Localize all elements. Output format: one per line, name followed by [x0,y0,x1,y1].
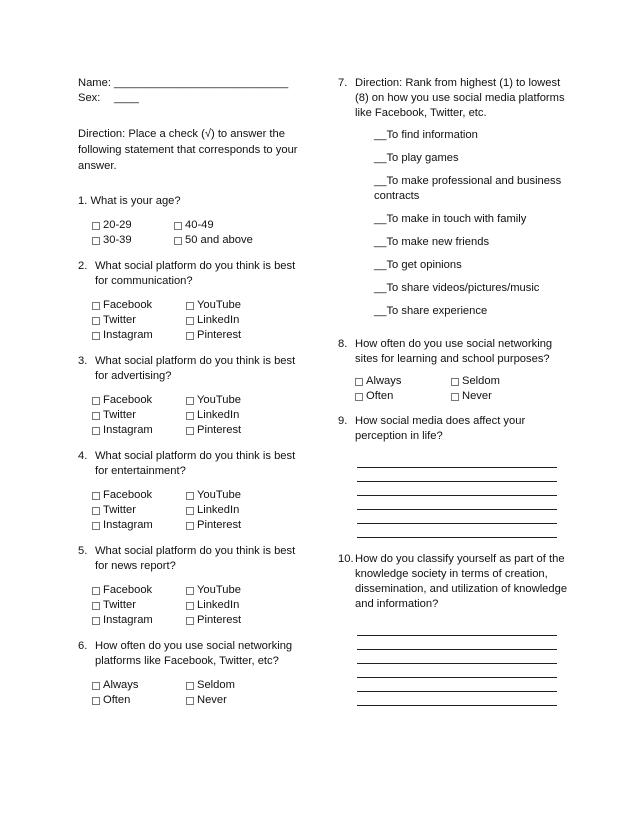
checkbox-icon[interactable] [92,602,100,610]
name-label: Name: [78,77,111,89]
sex-row [78,91,310,106]
question-3-options [92,393,310,438]
answer-lines-10[interactable] [357,622,570,706]
option-seldom[interactable] [186,678,310,693]
question-10-number: 10. [338,553,354,565]
rank-item[interactable]: __To make professional and business contracts [374,175,562,202]
option-facebook[interactable] [92,583,186,598]
option-label: LinkedIn [197,314,240,326]
checkbox-icon[interactable] [186,617,194,625]
question-6-options [92,678,310,708]
checkbox-icon[interactable] [92,587,100,595]
option-always[interactable] [355,374,451,389]
option-label: Facebook [103,489,153,501]
option-label: Instagram [103,614,153,626]
option-30-39[interactable] [92,233,174,248]
question-8-number: 8. [338,338,348,350]
option-pinterest[interactable] [186,518,310,533]
checkbox-icon[interactable] [92,317,100,325]
checkbox-icon[interactable] [186,697,194,705]
option-linkedin[interactable] [186,503,310,518]
answer-line[interactable] [357,468,557,482]
option-twitter[interactable] [92,503,186,518]
checkbox-icon[interactable] [92,522,100,530]
checkbox-icon[interactable] [174,237,182,245]
option-label: Seldom [197,679,235,691]
option-youtube[interactable] [186,583,310,598]
direction-text: Direction: Place a check (√) to answer the following statement that corresponds to your answer. [78,128,298,172]
question-4-options [92,488,310,533]
option-label: Pinterest [197,614,242,626]
checkbox-icon[interactable] [92,302,100,310]
option-youtube[interactable] [186,393,310,408]
option-facebook[interactable] [92,298,186,313]
option-50-above[interactable] [174,233,310,248]
answer-line[interactable] [357,664,557,678]
option-label: Twitter [103,409,136,421]
option-label: YouTube [197,394,241,406]
question-1-options [92,218,310,248]
question-9 [338,414,570,538]
option-label: Never [197,694,227,706]
answer-line[interactable] [357,678,557,692]
question-8 [338,337,570,404]
option-seldom[interactable] [451,374,570,389]
option-label: Facebook [103,584,153,596]
checkbox-icon[interactable] [92,412,100,420]
question-8-options [355,374,570,404]
option-label: LinkedIn [197,504,240,516]
rank-list [374,128,570,319]
checkbox-icon[interactable] [451,378,459,386]
answer-line[interactable] [357,524,557,538]
question-9-number: 9. [338,415,348,427]
option-linkedin[interactable] [186,313,310,328]
option-label: Facebook [103,299,153,311]
checkbox-icon[interactable] [186,302,194,310]
question-2-text: What social platform do you think is best for communication? [95,260,296,287]
answer-line[interactable] [357,622,557,636]
checkbox-icon[interactable] [92,492,100,500]
option-instagram[interactable] [92,423,186,438]
sex-blank[interactable]: ____ [114,92,139,104]
rank-item[interactable]: __To get opinions [374,259,462,271]
option-label: Pinterest [197,329,242,341]
question-4-text: What social platform do you think is best for entertainment? [95,450,296,477]
question-10 [338,552,570,706]
checkbox-icon[interactable] [186,412,194,420]
checkbox-icon[interactable] [186,587,194,595]
answer-line[interactable] [357,636,557,650]
option-label: Seldom [462,375,500,387]
rank-item[interactable]: __To make in touch with family [374,213,527,225]
answer-lines-9[interactable] [357,454,570,538]
option-instagram[interactable] [92,613,186,628]
checkbox-icon[interactable] [174,222,182,230]
question-4-number: 4. [78,450,88,462]
checkbox-icon[interactable] [92,682,100,690]
question-4 [78,449,310,533]
rank-item[interactable]: __To play games [374,152,459,164]
option-facebook[interactable] [92,393,186,408]
question-2 [78,259,310,343]
checkbox-icon[interactable] [92,427,100,435]
question-8-text: How often do you use social networking sites for learning and school purposes? [355,338,553,365]
option-facebook[interactable] [92,488,186,503]
question-10-text: How do you classify yourself as part of the knowledge society in terms of creation, dissemination, and utilization of knowledge and information? [355,553,568,610]
rank-item[interactable]: __To find information [374,129,478,141]
option-label: Always [103,679,139,691]
name-row [78,76,310,91]
option-twitter[interactable] [92,598,186,613]
option-label: LinkedIn [197,409,240,421]
checkbox-icon[interactable] [92,507,100,515]
option-linkedin[interactable] [186,408,310,423]
question-5 [78,544,310,628]
option-pinterest[interactable] [186,328,310,343]
question-7 [338,76,570,319]
answer-line[interactable] [357,692,557,706]
option-label: Instagram [103,519,153,531]
question-1-number: 1. [78,195,88,207]
question-1 [78,194,310,248]
question-3-text: What social platform do you think is best for advertising? [95,355,296,382]
checkbox-icon[interactable] [186,427,194,435]
sex-label: Sex: [78,92,101,104]
question-6 [78,639,310,708]
answer-line[interactable] [357,510,557,524]
question-5-options [92,583,310,628]
option-label: YouTube [197,299,241,311]
checkbox-icon[interactable] [451,393,459,401]
option-label: Pinterest [197,424,242,436]
checkbox-icon[interactable] [355,393,363,401]
option-instagram[interactable] [92,518,186,533]
option-label: 20-29 [103,219,132,231]
checkbox-icon[interactable] [186,522,194,530]
option-label: Always [366,375,402,387]
option-label: Instagram [103,424,153,436]
question-1-text: What is your age? [90,195,181,207]
option-twitter[interactable] [92,408,186,423]
option-often[interactable] [92,693,186,708]
checkbox-icon[interactable] [186,602,194,610]
option-20-29[interactable] [92,218,174,233]
option-linkedin[interactable] [186,598,310,613]
question-7-number: 7. [338,77,348,89]
checkbox-icon[interactable] [92,397,100,405]
option-always[interactable] [92,678,186,693]
question-3 [78,354,310,438]
option-label: Twitter [103,314,136,326]
checkbox-icon[interactable] [355,378,363,386]
option-label: 50 and above [185,234,253,246]
option-label: Never [462,390,492,402]
option-label: Twitter [103,504,136,516]
option-youtube[interactable] [186,298,310,313]
checkbox-icon[interactable] [92,617,100,625]
option-youtube[interactable] [186,488,310,503]
option-label: Pinterest [197,519,242,531]
checkbox-icon[interactable] [92,332,100,340]
answer-line[interactable] [357,650,557,664]
right-column [338,76,570,706]
option-never[interactable] [451,389,570,404]
question-5-number: 5. [78,545,88,557]
name-blank[interactable]: ____________________________ [114,77,289,89]
option-label: Often [366,390,394,402]
checkbox-icon[interactable] [92,237,100,245]
checkbox-icon[interactable] [186,332,194,340]
question-9-text: How social media does affect your perception in life? [355,415,526,442]
checkbox-icon[interactable] [186,397,194,405]
checkbox-icon[interactable] [186,507,194,515]
option-pinterest[interactable] [186,613,310,628]
left-column [78,76,310,708]
checkbox-icon[interactable] [92,697,100,705]
question-6-text: How often do you use social networking platforms like Facebook, Twitter, etc? [95,640,293,667]
rank-item[interactable]: __To share videos/pictures/music [374,282,540,294]
option-label: 30-39 [103,234,132,246]
option-pinterest[interactable] [186,423,310,438]
question-5-text: What social platform do you think is best for news report? [95,545,296,572]
answer-line[interactable] [357,496,557,510]
option-label: LinkedIn [197,599,240,611]
option-often[interactable] [355,389,451,404]
option-instagram[interactable] [92,328,186,343]
question-7-text: Direction: Rank from highest (1) to lowest (8) on how you use social media platforms like Facebook, Twitter, etc. [355,77,565,119]
answer-line[interactable] [357,482,557,496]
rank-item[interactable]: __To share experience [374,305,488,317]
checkbox-icon[interactable] [92,222,100,230]
question-6-number: 6. [78,640,88,652]
option-label: Twitter [103,599,136,611]
option-label: Instagram [103,329,153,341]
option-40-49[interactable] [174,218,310,233]
option-twitter[interactable] [92,313,186,328]
question-2-number: 2. [78,260,88,272]
option-label: YouTube [197,489,241,501]
question-2-options [92,298,310,343]
checkbox-icon[interactable] [186,492,194,500]
answer-line[interactable] [357,454,557,468]
rank-item[interactable]: __To make new friends [374,236,490,248]
option-label: Facebook [103,394,153,406]
option-label: YouTube [197,584,241,596]
option-never[interactable] [186,693,310,708]
question-3-number: 3. [78,355,88,367]
checkbox-icon[interactable] [186,317,194,325]
checkbox-icon[interactable] [186,682,194,690]
option-label: 40-49 [185,219,214,231]
option-label: Often [103,694,131,706]
